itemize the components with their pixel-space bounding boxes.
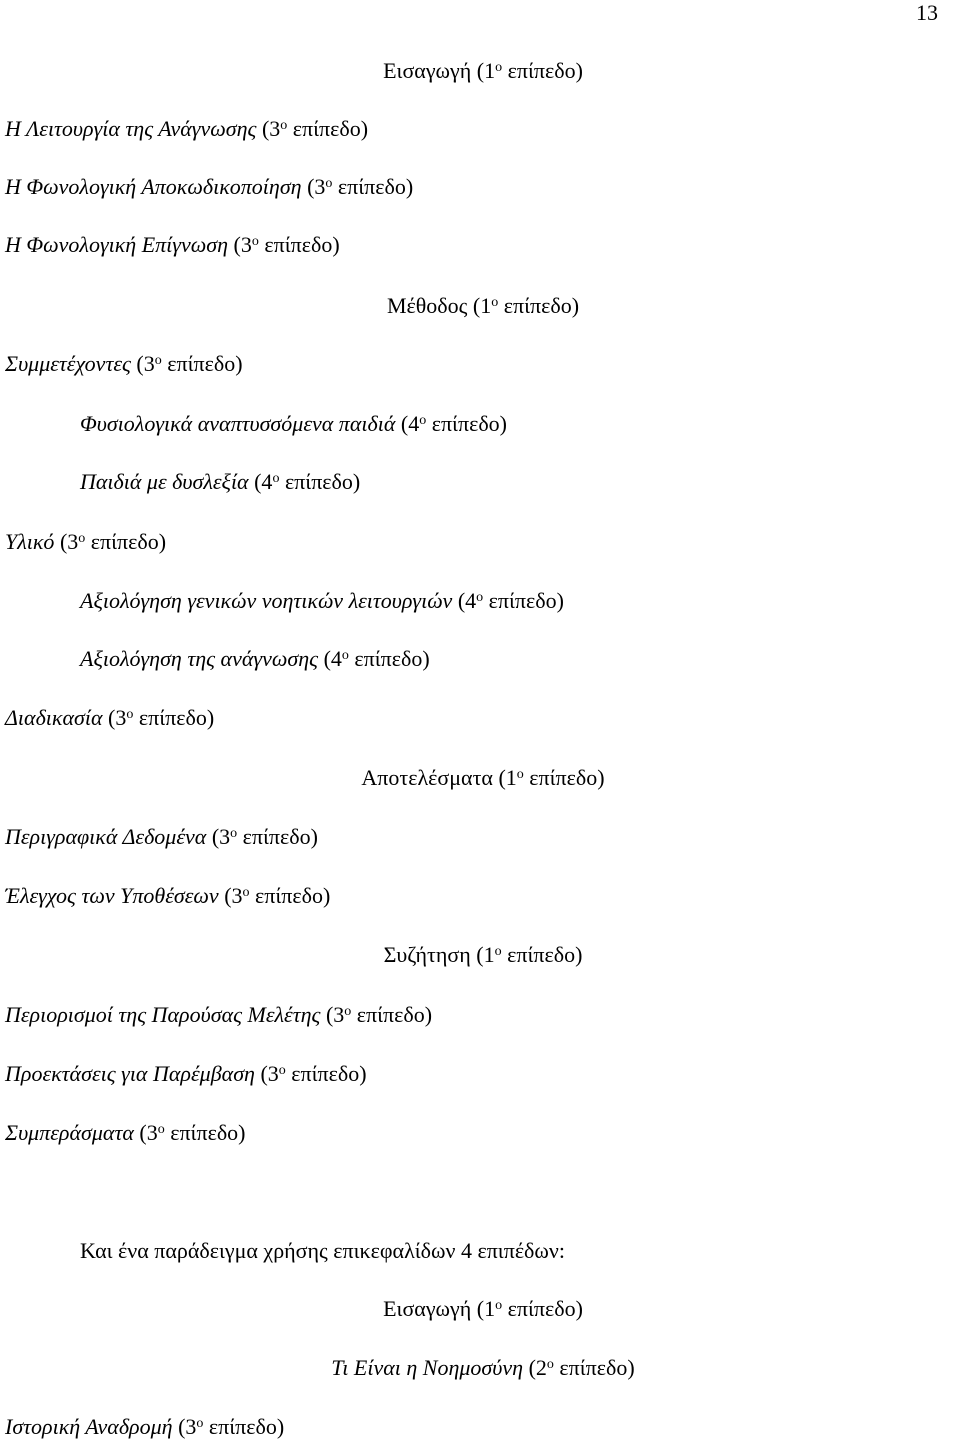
heading-level4-dyslexic-children: Παιδιά με δυσλεξία ($4^o$ επίπεδο) bbox=[80, 469, 361, 494]
heading-level3-conclusions: Συμπεράσματα ($3^o$ επίπεδο) bbox=[5, 1120, 246, 1145]
heading-level3-hypotheses-testing: Έλεγχος των Υποθέσεων ($3^o$ επίπεδο) bbox=[5, 883, 331, 908]
example-heading-level3-history: Ιστορική Αναδρομή ($3^o$ επίπεδο) bbox=[5, 1414, 285, 1439]
heading-level1-results: Αποτελέσματα ($1^o$ επίπεδο) bbox=[361, 765, 605, 790]
heading-level3-participants: Συμμετέχοντες ($3^o$ επίπεδο) bbox=[5, 351, 243, 376]
heading-level1-method: Μέθοδος ($1^o$ επίπεδο) bbox=[386, 293, 580, 318]
page-number: 13 bbox=[916, 0, 938, 25]
example-heading-level2-intelligence: Τι Είναι η Νοημοσύνη ($2^o$ επίπεδο) bbox=[331, 1355, 635, 1380]
heading-level3-phonological-awareness: Η Φωνολογική Επίγνωση ($3^o$ επίπεδο) bbox=[5, 232, 340, 257]
heading-level3-limitations: Περιορισμοί της Παρούσας Μελέτης ($3^o$ επίπεδο) bbox=[5, 1002, 433, 1027]
example-heading-level1-intro: Εισαγωγή ($1^o$ επίπεδο) bbox=[383, 1296, 583, 1321]
heading-level4-typical-children: Φυσιολογικά αναπτυσσόμενα παιδιά ($4^o$ επίπεδο) bbox=[80, 411, 508, 436]
heading-level4-reading-assessment: Αξιολόγηση της ανάγνωσης ($4^o$ επίπεδο) bbox=[80, 646, 430, 671]
heading-level1-discussion: Συζήτηση ($1^o$ επίπεδο) bbox=[383, 942, 583, 967]
heading-level3-material: Υλικό ($3^o$ επίπεδο) bbox=[5, 529, 167, 554]
heading-level3-phonological-decoding: Η Φωνολογική Αποκωδικοποίηση ($3^o$ επίπεδο) bbox=[5, 174, 414, 199]
heading-level3-reading-function: Η Λειτουργία της Ανάγνωσης ($3^o$ επίπεδο) bbox=[5, 116, 369, 141]
heading-level1-intro: Εισαγωγή ($1^o$ επίπεδο) bbox=[383, 58, 583, 83]
example-intro-text: Και ένα παράδειγμα χρήσης επικεφαλίδων 4 επιπέδων: bbox=[80, 1238, 565, 1263]
heading-level3-intervention: Προεκτάσεις για Παρέμβαση ($3^o$ επίπεδο) bbox=[5, 1061, 367, 1086]
heading-level3-procedure: Διαδικασία ($3^o$ επίπεδο) bbox=[5, 705, 215, 730]
heading-level3-descriptive-data: Περιγραφικά Δεδομένα ($3^o$ επίπεδο) bbox=[5, 824, 318, 849]
heading-level4-cognitive-assessment: Αξιολόγηση γενικών νοητικών λειτουργιών ($4^o$ επίπεδο) bbox=[80, 588, 564, 613]
